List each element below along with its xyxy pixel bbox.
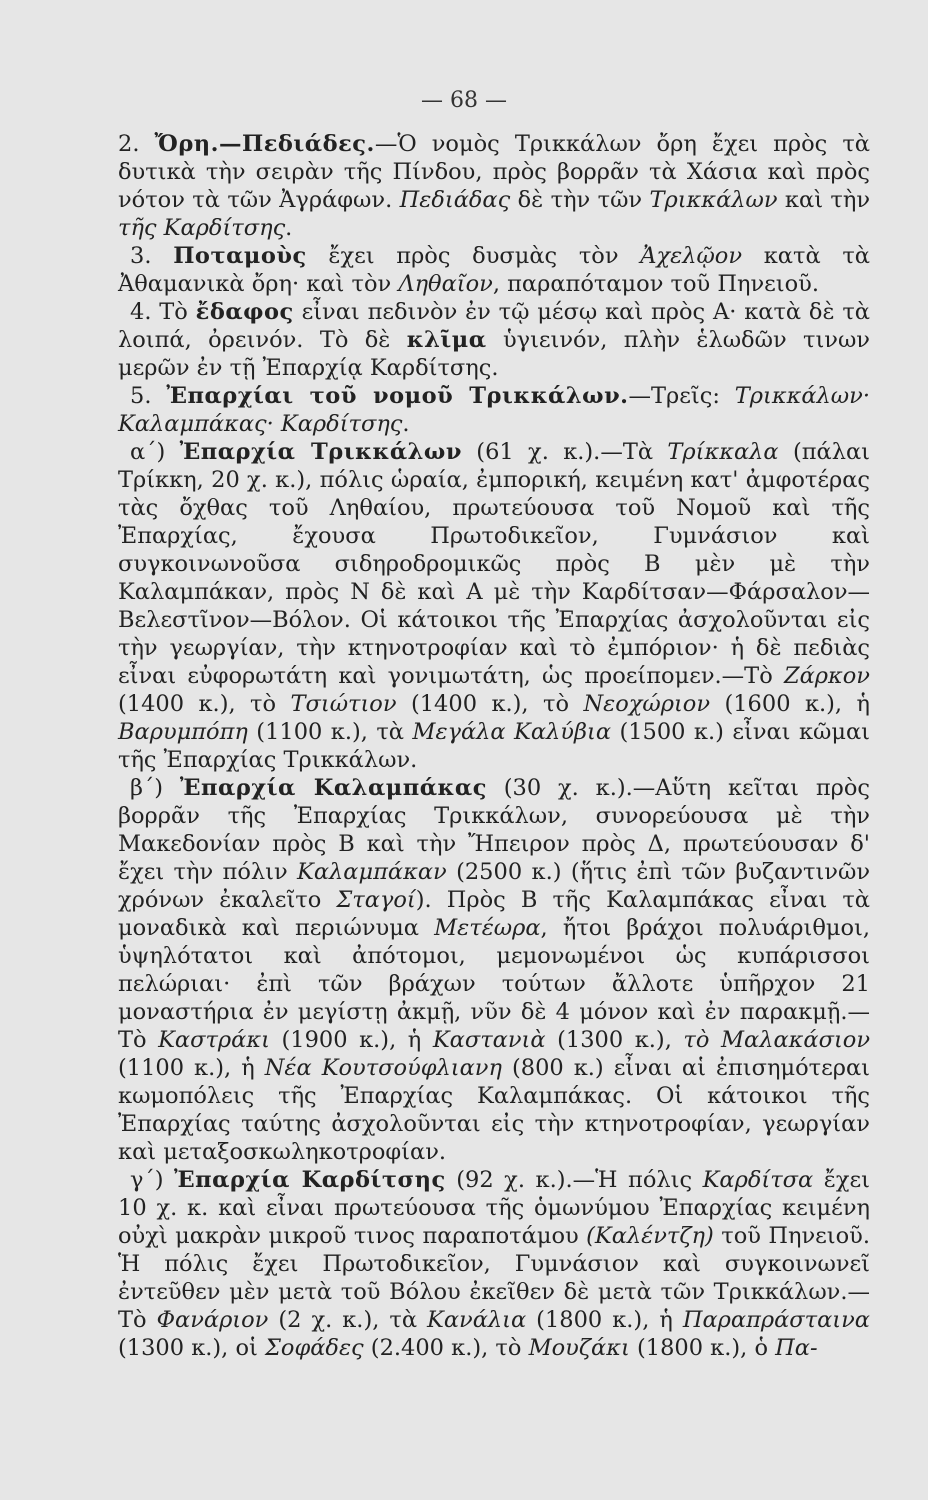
- paragraph-pc: [118, 1166, 870, 1362]
- text-run: κατὰ τὰ Ἀθαμανικὰ ὄρη· καὶ τὸν: [118, 243, 870, 297]
- page-number: — 68 —: [421, 88, 507, 113]
- text-run: 3.: [130, 243, 174, 269]
- text-run: α΄): [130, 439, 180, 465]
- text-run: (800 κ.) εἶναι αἱ ἐπισημότεραι κωμοπόλεις τῆς Ἐπαρχίας Καλαμπάκας. Οἱ κάτοικοι τῆς Ἐπαρχίας ταύτης ἀσχολοῦνται εἰς τὴν κτηνοτροφίαν, γεωργίαν καὶ μεταξοσκωληκοτροφίαν.: [118, 1055, 870, 1165]
- italic-term: Ἀχελῷον: [640, 243, 743, 269]
- text-run: (1300 κ.), οἱ: [118, 1335, 266, 1361]
- text-run: .: [402, 411, 410, 437]
- italic-term: Τρικκάλων: [649, 187, 778, 213]
- italic-term: Τσιώτιον: [290, 691, 397, 717]
- italic-term: Πα-: [775, 1335, 818, 1361]
- text-run: —Τρεῖς:: [628, 383, 735, 409]
- text-run: (30 χ. κ.).—Αὕτη κεῖται πρὸς βορρᾶν τῆς Ἐπαρχίας Τρικκάλων, συνορεύουσα μὲ τὴν Μακεδονίαν πρὸς Β καὶ τὴν Ἤπειρον πρὸς Δ, πρωτεύουσαν δ' ἔχει τὴν πόλιν: [118, 775, 870, 885]
- text-run: , ἤτοι βράχοι πολυάριθμοι, ὑψηλότατοι καὶ ἀπότομοι, μεμονωμένοι ὡς κυπάρισσοι πελώριαι· ἐπὶ τῶν βράχων τούτων ἄλλοτε ὑπῆρχον 21 μοναστήρια ἐν μεγίστῃ ἀκμῇ, νῦν δὲ 4 μόνον καὶ ἐν παρακμῇ.—Τὸ: [118, 915, 871, 1053]
- text-run: (1900 κ.), ἡ: [269, 1027, 433, 1053]
- text-run: δὲ τὴν τῶν: [510, 187, 650, 213]
- text-run: ὑγιεινόν, πλὴν ἑλωδῶν τινων μερῶν ἐν τῇ Ἐπαρχίᾳ Καρδίτσης.: [118, 327, 870, 381]
- body-text: [118, 130, 870, 1362]
- italic-term: (Καλέντζη): [586, 1223, 714, 1249]
- italic-term: Καλαμπάκαν: [297, 859, 447, 885]
- text-run: (1300 κ.),: [545, 1027, 684, 1053]
- text-run: (1100 κ.), τὰ: [247, 719, 413, 745]
- text-run: 5.: [130, 383, 167, 409]
- text-run: (61 χ. κ.).—Τὰ: [461, 439, 668, 465]
- text-run: γ΄): [130, 1167, 175, 1193]
- text-run: (1800 κ.), ὁ: [629, 1335, 776, 1361]
- italic-term: Νεοχώριον: [583, 691, 711, 717]
- text-run: (92 χ. κ.).—Ἡ πόλις: [445, 1167, 703, 1193]
- italic-term: Νέα Κουτσούφλιανη: [264, 1055, 502, 1081]
- text-run: β΄): [130, 775, 180, 801]
- text-run: —Ὁ νομὸς Τρικκάλων ὄρη ἔχει πρὸς τὰ δυτικὰ τὴν σειρὰν τῆς Πίνδου, πρὸς βορρᾶν τὰ Χάσια καὶ πρὸς νότον τὰ τῶν Ἀγράφων.: [118, 131, 870, 213]
- italic-term: Σοφάδες: [265, 1335, 364, 1361]
- italic-term: Ληθαῖον: [398, 271, 493, 297]
- text-run: 4. Τὸ: [130, 299, 196, 325]
- text-run: (2.400 κ.), τὸ: [363, 1335, 529, 1361]
- italic-term: Μεγάλα Καλύβια: [412, 719, 612, 745]
- text-run: ἔχει πρὸς δυσμὰς τὸν: [306, 243, 641, 269]
- italic-term: Παραπράσταινα: [682, 1307, 870, 1333]
- bold-heading: Ἐπαρχία Καλαμπάκας: [179, 775, 487, 801]
- italic-term: Τρίκκαλα: [667, 439, 779, 465]
- text-run: καὶ τὴν: [777, 187, 871, 213]
- bold-heading: κλῖμα: [406, 327, 487, 353]
- paragraph-pb: [118, 774, 870, 1166]
- text-run: τοῦ Πηνειοῦ. Ἡ πόλις ἔχει Πρωτοδικεῖον, Γυμνάσιον καὶ συγκοινωνεῖ ἐντεῦθεν μὲν μετὰ τοῦ Βόλου ἐκεῖθεν δὲ μετὰ τῶν Τρικκάλων.—Τὸ: [118, 1223, 870, 1333]
- text-run: (1100 κ.), ἡ: [118, 1055, 265, 1081]
- text-run: (2 χ. κ.), τὰ: [268, 1307, 428, 1333]
- italic-term: Καστράκι: [158, 1027, 270, 1053]
- italic-term: Καστανιὰ: [432, 1027, 546, 1053]
- text-run: ). Πρὸς Β τῆς Καλαμπάκας εἶναι τὰ μοναδικὰ καὶ περιώνυμα: [118, 887, 870, 941]
- text-run: 2.: [118, 131, 155, 157]
- italic-term: Μετέωρα: [434, 915, 541, 941]
- italic-term: Τρικκάλων· Καλαμπάκας· Καρδίτσης: [118, 383, 870, 437]
- bold-heading: Ποταμοὺς: [173, 243, 307, 269]
- text-run: , παραπόταμον τοῦ Πηνειοῦ.: [492, 271, 819, 297]
- italic-term: Πεδιάδας: [399, 187, 511, 213]
- italic-term: Μουζάκι: [528, 1335, 630, 1361]
- text-run: εἶναι πεδινὸν ἐν τῷ μέσῳ καὶ πρὸς Α· κατὰ δὲ τὰ λοιπά, ὀρεινόν. Τὸ δὲ: [118, 299, 870, 353]
- italic-term: τὸ Μαλακάσιον: [683, 1027, 870, 1053]
- text-run: (1600 κ.), ἡ: [710, 691, 871, 717]
- bold-heading: Ἐπαρχία Καρδίτσης: [174, 1167, 446, 1193]
- paragraph-p4: [118, 298, 870, 382]
- text-run: .: [285, 215, 293, 241]
- text-run: (1500 κ.) εἶναι κῶμαι τῆς Ἐπαρχίας Τρικκάλων.: [118, 719, 870, 773]
- text-run: ἔχει 10 χ. κ. καὶ εἶναι πρωτεύουσα τῆς ὁμωνύμου Ἐπαρχίας κειμένη οὐχὶ μακρὰν μικροῦ τινος παραποτάμου: [118, 1167, 870, 1249]
- paragraph-pa: [118, 438, 870, 774]
- bold-heading: Ἐπαρχία Τρικκάλων: [179, 439, 462, 465]
- italic-term: Φανάριον: [156, 1307, 269, 1333]
- paragraph-p5: [118, 382, 870, 438]
- bold-heading: Ὄρη.—Πεδιάδες.: [154, 131, 375, 157]
- text-run: (1800 κ.), ἡ: [526, 1307, 683, 1333]
- italic-term: Καρδίτσα: [702, 1167, 814, 1193]
- text-run: (2500 κ.) (ἥτις ἐπὶ τῶν βυζαντινῶν χρόνων ἐκαλεῖτο: [118, 859, 870, 913]
- italic-term: Βαρυμπόπη: [118, 719, 248, 745]
- bold-heading: Ἐπαρχίαι τοῦ νομοῦ Τρικκάλων.: [166, 383, 629, 409]
- text-run: (1400 κ.), τὸ: [118, 691, 291, 717]
- paragraph-p2: [118, 130, 870, 242]
- paragraph-p3: [118, 242, 870, 298]
- text-run: (1400 κ.), τὸ: [396, 691, 584, 717]
- text-run: (πάλαι Τρίκκη, 20 χ. κ.), πόλις ὡραία, ἐμπορική, κειμένη κατ' ἀμφοτέρας τὰς ὄχθας τοῦ Ληθαίου, πρωτεύουσα τοῦ Νομοῦ καὶ τῆς Ἐπαρχίας, ἔχουσα Πρωτοδικεῖον, Γυμνάσιον καὶ συγκοινωνοῦσα σιδηροδρομικῶς πρὸς Β μὲν μὲ τὴν Καλαμπάκαν, πρὸς Ν δὲ καὶ Α μὲ τὴν Καρδίτσαν—Φάρσαλον—Βελεστῖνον—Βόλον. Οἱ κάτοικοι τῆς Ἐπαρχίας ἀσχολοῦνται εἰς τὴν γεωργίαν, τὴν κτηνοτροφίαν καὶ τὸ ἐμπόριον· ἡ δὲ πεδιὰς εἶναι εὐφορωτάτη καὶ γονιμωτάτη, ὡς προείπομεν.—Τὸ: [118, 439, 870, 689]
- italic-term: τῆς Καρδίτσης: [118, 215, 286, 241]
- italic-term: Κανάλια: [427, 1307, 527, 1333]
- italic-term: Σταγοί: [336, 887, 416, 913]
- italic-term: Ζάρκον: [783, 663, 870, 689]
- bold-heading: ἔδαφος: [195, 299, 294, 325]
